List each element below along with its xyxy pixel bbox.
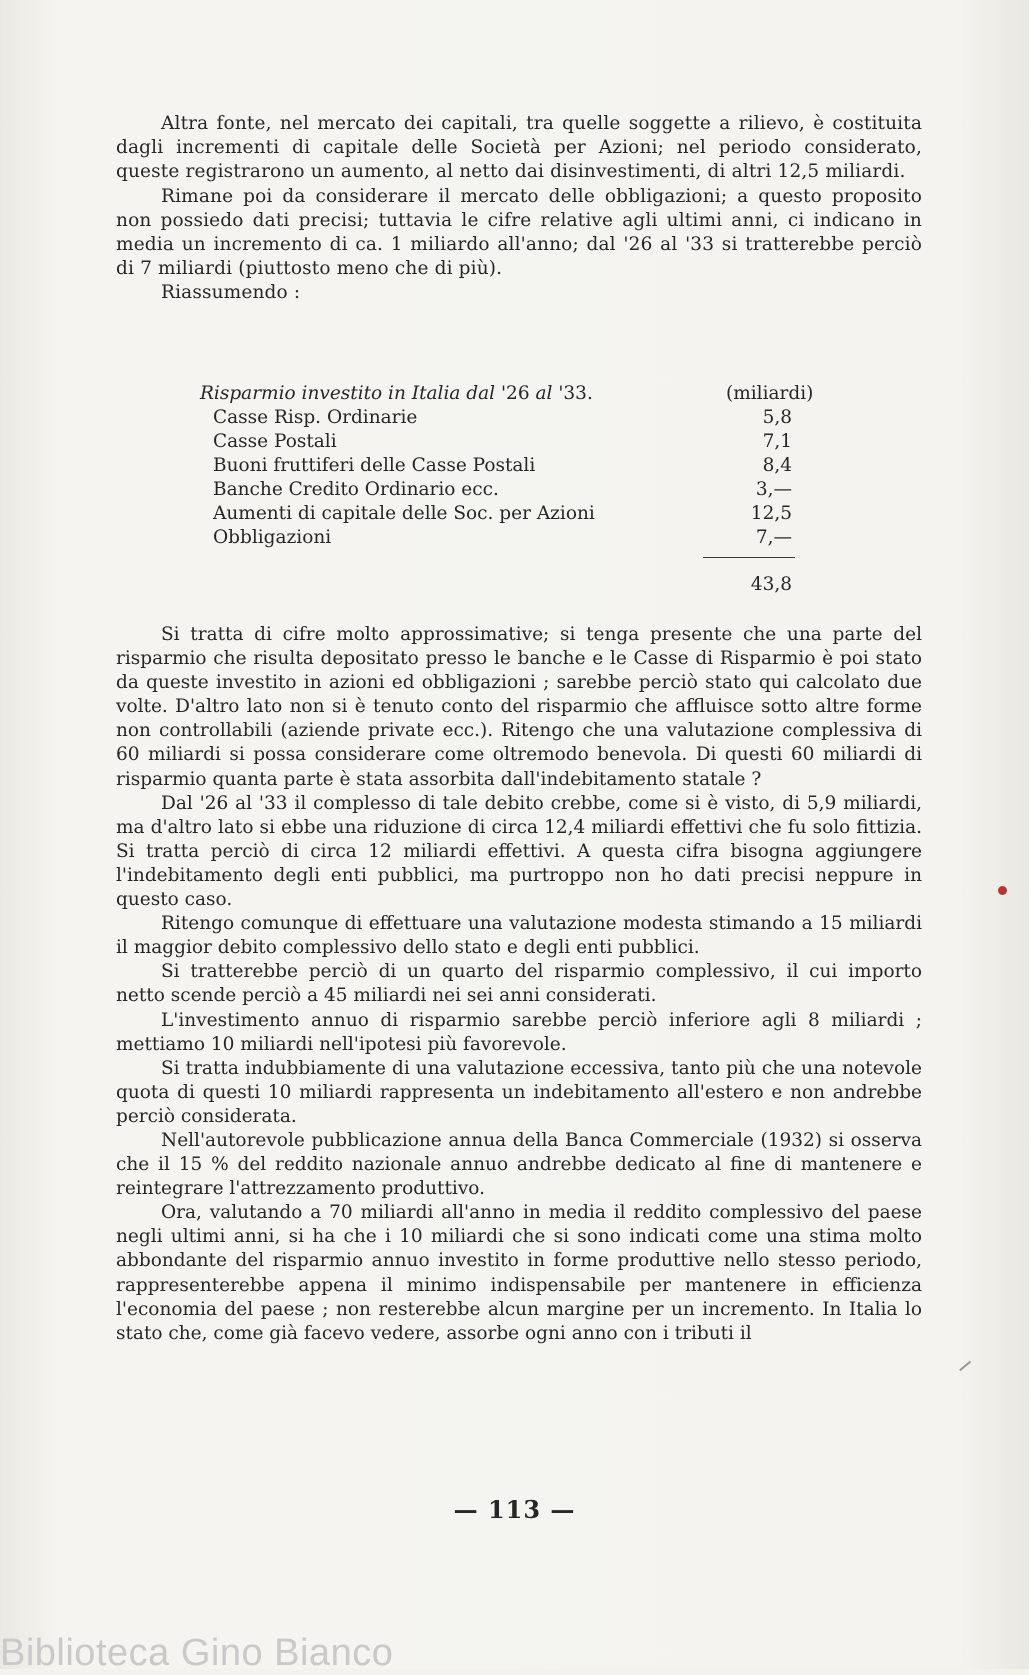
summary-row-value: 7,—: [755, 527, 792, 548]
summary-row-label: Casse Risp. Ordinarie: [213, 407, 418, 428]
summary-row-label: Casse Postali: [213, 431, 337, 452]
sum-rule: [703, 557, 795, 558]
summary-row-value: 7,1: [762, 431, 792, 452]
body-text-top: [116, 112, 922, 306]
summary-unit: (miliardi): [726, 383, 814, 404]
paragraph: Ritengo comunque di effettuare una valutazione modesta stimando a 15 miliardi il maggior debito complessivo dello stato e degli enti pubblici.: [116, 913, 922, 959]
paragraph: Si tratta di cifre molto approssimative; si tenga presente che una parte del risparmio che risulta depositato presso le banche e le Casse di Risparmio è poi stato da queste investito in azioni ed obbligazioni ; sarebbe perciò stato qui calcolato due volte. D'altro lato non si è tenuto conto del risparmio che affluisce sotto altre forme non controllabili (aziende private ecc.). Ritengo che una valutazione complessiva di 60 miliardi si possa considerare come oltremodo benevola. Di questi 60 miliardi di risparmio quanta parte è stata assorbita dall'indebitamento statale ?: [116, 624, 922, 790]
summary-row-value: 5,8: [762, 407, 792, 428]
summary-total: 43,8: [750, 574, 792, 595]
paragraph: Si tratterebbe perciò di un quarto del risparmio complessivo, il cui importo netto scende perciò a 45 miliardi nei sei anni considerati.: [116, 961, 922, 1007]
paragraph: Si tratta indubbiamente di una valutazione eccessiva, tanto più che una notevole quota di questi 10 miliardi rappresenta un indebitamento all'estero e non andrebbe perciò considerata.: [116, 1057, 922, 1127]
summary-row-label: Banche Credito Ordinario ecc.: [213, 479, 499, 500]
paragraph: Ora, valutando a 70 miliardi all'anno in media il reddito complessivo del paese negli ultimi anni, si ha che i 10 miliardi che si sono indicati come una stima molto abbondante del risparmio annuo investito in forme produttive nello stesso periodo, rappresenterebbe appena il minimo indispensabile per mantenere in efficienza l'economia del paese ; non resterebbe alcun margine per un incremento. In Italia lo stato che, come già facevo vedere, assorbe ogni anno con i tributi il: [116, 1202, 922, 1344]
watermark: Biblioteca Gino Bianco: [0, 1632, 394, 1674]
body-text-bottom: [116, 623, 922, 1346]
ink-dot: [998, 886, 1007, 895]
paragraph: Dal '26 al '33 il complesso di tale debito crebbe, come si è visto, di 5,9 miliardi, ma d'altro lato si ebbe una riduzione di circa 12,4 miliardi effettivi che fu solo fittizia. Si tratta perciò di circa 12 miliardi effettivi. A questa cifra bisogna aggiungere l'indebitamento degli enti pubblici, ma purtroppo non ho dati precisi neppure in questo caso.: [116, 792, 922, 911]
margin-mark: [959, 1361, 971, 1371]
paragraph: Nell'autorevole pubblicazione annua della Banca Commerciale (1932) si osserva che il 15 % del reddito nazionale annuo andrebbe dedicato al fine di mantenere e reintegrare l'attrezzamento produttivo.: [116, 1129, 922, 1200]
summary-row-value: 8,4: [762, 455, 792, 476]
summary-row-value: 12,5: [750, 503, 792, 524]
summary-heading: Risparmio investito in Italia dal '26 al '33.: [200, 383, 593, 404]
summary-row-label: Aumenti di capitale delle Soc. per Azioni: [213, 503, 595, 524]
paragraph: L'investimento annuo di risparmio sarebbe perciò inferiore agli 8 miliardi ; mettiamo 10 miliardi nell'ipotesi più favorevole.: [116, 1009, 922, 1055]
paragraph: Altra fonte, nel mercato dei capitali, tra quelle soggette a rilievo, è costituita dagli incrementi di capitale delle Società per Azioni; nel periodo considerato, queste registrarono un aumento, al netto dai disinvestimenti, di altri 12,5 miliardi.: [116, 113, 922, 183]
paragraph: Rimane poi da considerare il mercato delle obbligazioni; a questo proposito non possiedo dati precisi; tuttavia le cifre relative agli ultimi anni, ci indicano in media un incremento di ca. 1 miliardo all'anno; dal '26 al '33 si tratterebbe perciò di 7 miliardi (piuttosto meno che di più).: [116, 185, 922, 280]
summary-row-label: Buoni fruttiferi delle Casse Postali: [213, 455, 536, 476]
summary-row-value: 3,—: [755, 479, 792, 500]
summary-row-label: Obbligazioni: [213, 527, 332, 548]
page-number: — 113 —: [453, 1495, 576, 1524]
paragraph: Riassumendo :: [161, 282, 301, 304]
